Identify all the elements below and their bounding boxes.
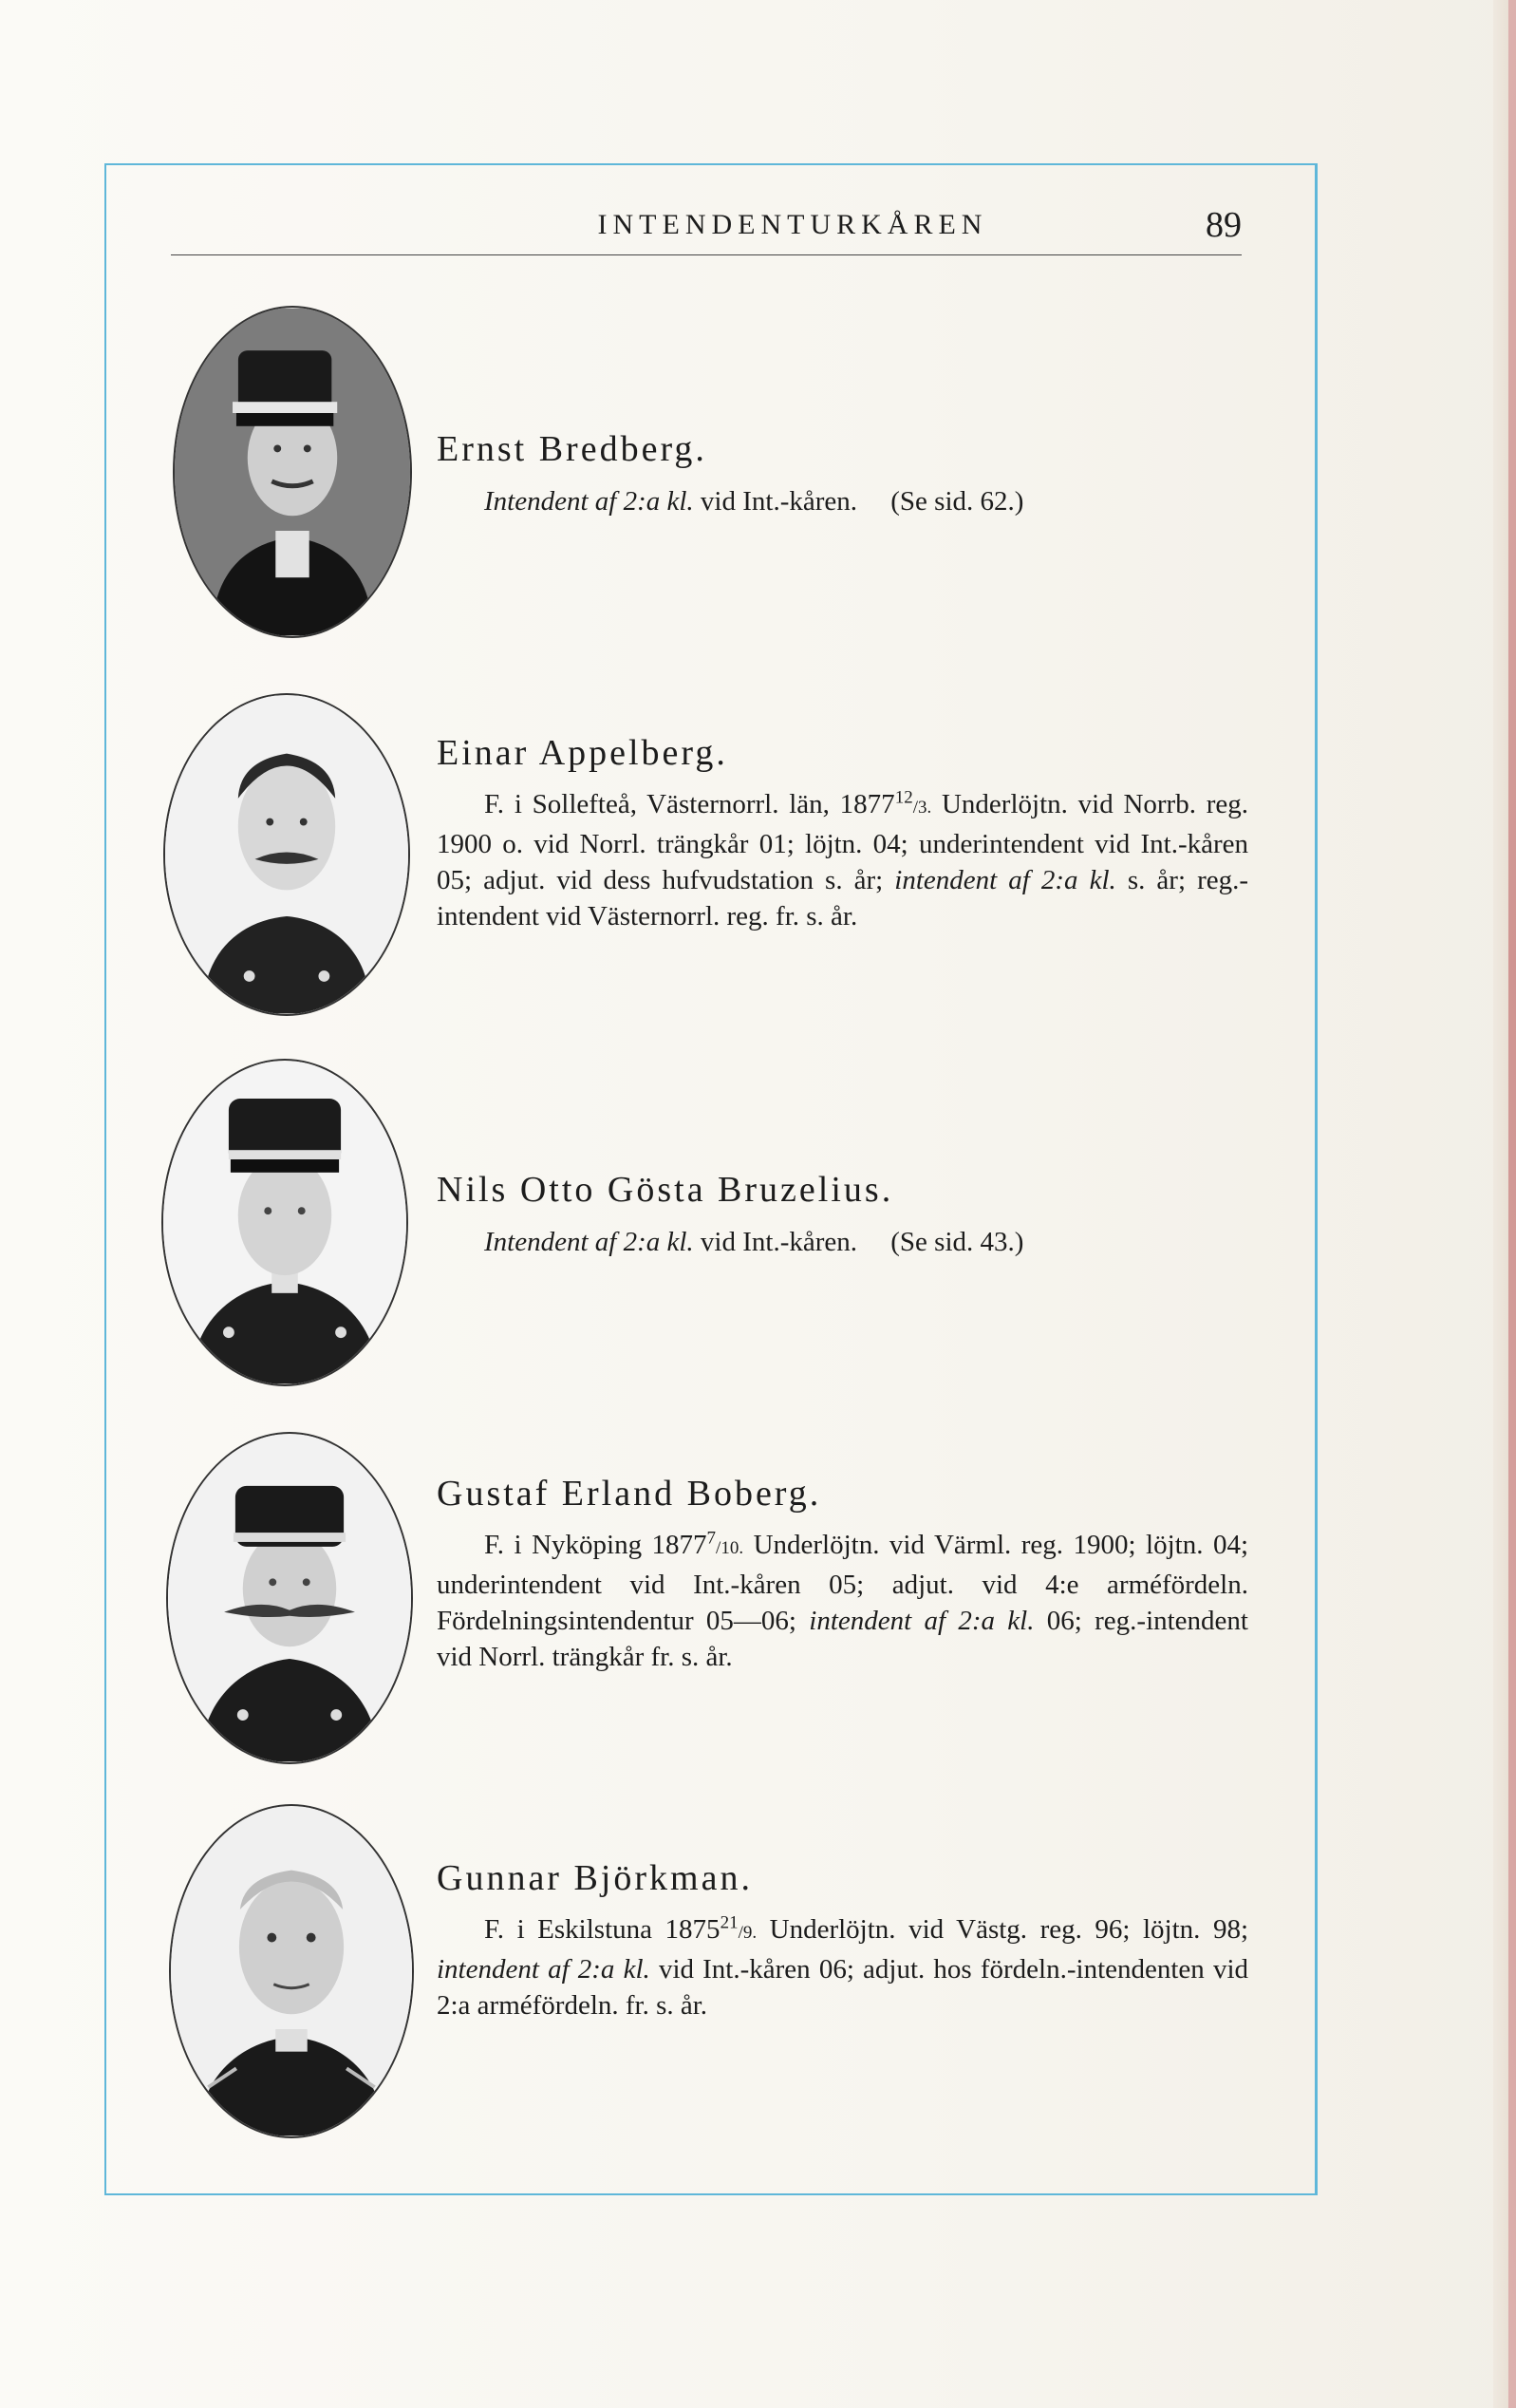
bio-birth: F. i Nyköping 1877 xyxy=(484,1530,707,1560)
portrait-photo-2 xyxy=(163,693,410,1016)
entry-reference: (Se sid. 43.) xyxy=(890,1227,1024,1257)
entry-unit: vid Int.-kåren. xyxy=(700,1227,858,1257)
page-number: 89 xyxy=(1206,205,1242,245)
portrait-1-image xyxy=(175,308,410,636)
entry-3 xyxy=(437,1168,1248,1261)
entry-name: Einar Appelberg. xyxy=(437,733,728,773)
entry-rank: Intendent af 2:a kl. xyxy=(484,486,694,517)
entry-name: Gunnar Björkman. xyxy=(437,1858,753,1898)
entry-4 xyxy=(437,1472,1248,1675)
entry-2 xyxy=(437,731,1248,934)
page-edge-red-tint xyxy=(1508,0,1516,2408)
bio-career: Underlöjtn. vid Värml. reg. 1900; löjtn. 04; underintendent vid Int.-kåren 05; adjut. vid 4:e arméfördeln. Fördelningsintendentur 05—06; xyxy=(437,1530,1248,1636)
bio-birth: F. i Eskilstuna 1875 xyxy=(484,1914,721,1945)
entry-summary xyxy=(484,1223,1248,1261)
portrait-photo-4 xyxy=(166,1432,413,1764)
birth-month: 9. xyxy=(742,1923,758,1943)
entry-unit: vid Int.-kåren. xyxy=(700,486,858,517)
bio-career-end: vid Int.-kåren 06; adjut. hos fördeln.-intendenten vid 2:a arméfördeln. fr. s. år. xyxy=(437,1954,1249,2021)
portrait-photo-3 xyxy=(161,1059,408,1386)
entry-biography: F. i Sollefteå, Västernorrl. län, 1877$^{12}$/3. Underlöjtn. vid Norrb. reg. 1900 o. vid Norrl. trängkår 01; löjtn. 04; underintendent vid Int.-kåren 05; adjut. vid dess hufvudstation s. år; intendent af 2:a kl. s. år; reg.-intendent vid Västernorrl. reg. fr. s. år. xyxy=(437,787,1249,931)
bio-career: Underlöjtn. vid Västg. reg. 96; löjtn. 98; xyxy=(769,1914,1249,1945)
portrait-5-image xyxy=(171,1806,412,2136)
running-title: INTENDENTURKÅREN xyxy=(597,209,988,240)
portrait-2-image xyxy=(165,695,408,1014)
entry-biography: F. i Nyköping 1877$^7$/10. Underlöjtn. vid Värml. reg. 1900; löjtn. 04; underintendent vid Int.-kåren 05; adjut. vid 4:e arméfördeln. Fördelningsintendentur 05—06; intendent af 2:a kl. 06; reg.-intendent vid Norrl. trängkår fr. s. år. xyxy=(437,1528,1248,1672)
portrait-photo-1 xyxy=(173,306,412,638)
birth-day: 12 xyxy=(894,787,913,808)
printed-border-accent xyxy=(1315,163,1318,2195)
portrait-4-image xyxy=(168,1434,411,1762)
bio-career: Underlöjtn. vid Norrb. reg. 1900 o. vid Norrl. trängkår 01; löjtn. 04; underintendent vid Int.-kåren 05; adjut. vid dess hufvudstation s. år; xyxy=(437,789,1248,895)
entry-rank: Intendent af 2:a kl. xyxy=(484,1227,694,1257)
bio-rank: intendent af 2:a kl. xyxy=(809,1606,1035,1636)
birth-day: 7 xyxy=(706,1528,717,1549)
entry-reference: (Se sid. 62.) xyxy=(890,486,1024,517)
bio-rank: intendent af 2:a kl. xyxy=(894,865,1116,895)
birth-day: 21 xyxy=(720,1912,739,1933)
bio-birth: F. i Sollefteå, Västernorrl. län, 1877 xyxy=(484,789,895,819)
portrait-3-image xyxy=(163,1061,406,1384)
entry-name: Ernst Bredberg. xyxy=(437,429,707,469)
entry-name: Nils Otto Gösta Bruzelius. xyxy=(437,1170,894,1210)
bio-career-end: s. år; reg.-intendent vid Västernorrl. reg. fr. s. år. xyxy=(437,865,1249,931)
entry-summary xyxy=(484,482,1248,520)
entry-1 xyxy=(437,427,1248,520)
bio-rank: intendent af 2:a kl. xyxy=(437,1954,650,1985)
page-header xyxy=(171,201,1242,255)
portrait-photo-5 xyxy=(169,1804,414,2138)
bio-career-end: 06; reg.-intendent vid Norrl. trängkår fr. s. år. xyxy=(437,1606,1248,1672)
entry-biography: F. i Eskilstuna 1875$^{21}$/9. Underlöjtn. vid Västg. reg. 96; löjtn. 98; intendent af 2:a kl. vid Int.-kåren 06; adjut. hos fördeln.-intendenten vid 2:a arméfördeln. fr. s. år. xyxy=(437,1912,1249,2021)
entry-5 xyxy=(437,1856,1248,2023)
birth-month: 10. xyxy=(721,1538,744,1558)
entry-name: Gustaf Erland Boberg. xyxy=(437,1474,822,1514)
birth-month: 3. xyxy=(917,798,932,818)
